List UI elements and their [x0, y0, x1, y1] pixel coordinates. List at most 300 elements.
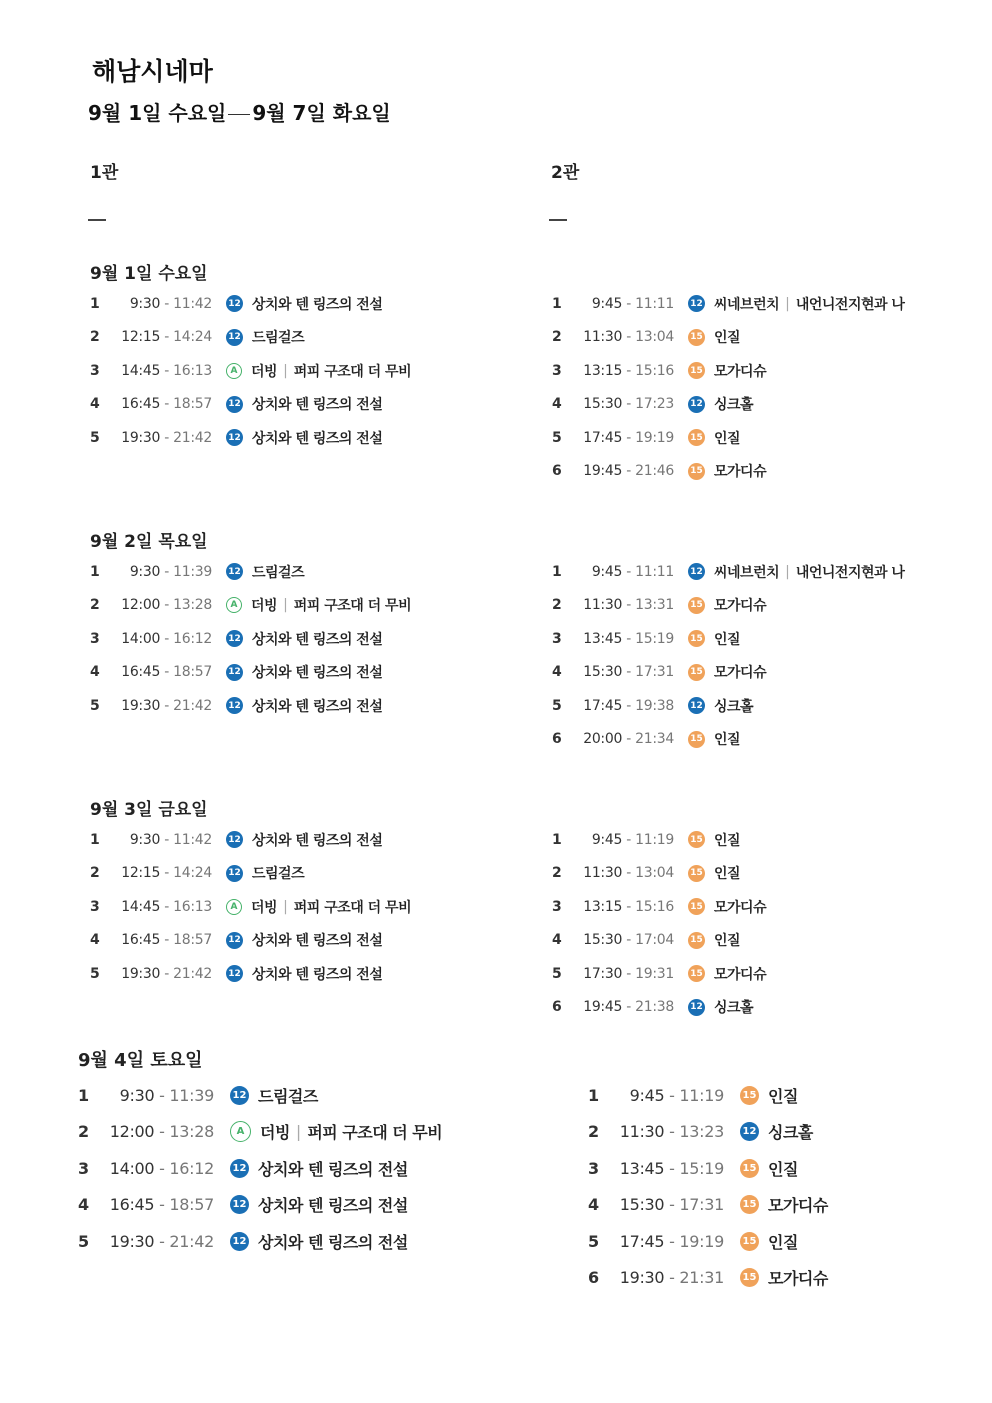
- title-separator: |: [283, 597, 288, 614]
- showtime-number: 1: [90, 563, 100, 580]
- showtime-number: 1: [588, 1085, 600, 1105]
- showtime-time: 17:45 - 19:19: [583, 429, 674, 446]
- movie-subtitle: 퍼피 구조대 더 무비: [293, 363, 412, 380]
- start-time: 9:30: [129, 831, 161, 848]
- showtime-number: 1: [552, 563, 562, 580]
- showtime-time: 16:45 - 18:57: [121, 396, 212, 413]
- showtime-time: 12:00 - 13:28: [109, 1122, 214, 1142]
- movie-title: 인질: [768, 1159, 798, 1179]
- rating-12-icon: 12: [226, 965, 243, 982]
- showtime-number: 3: [552, 362, 562, 379]
- range-dash: [228, 114, 250, 115]
- end-time: 21:31: [679, 1268, 724, 1288]
- end-time: 15:19: [635, 630, 674, 647]
- end-time: 21:42: [173, 965, 212, 982]
- rating-12-icon: 12: [226, 295, 243, 312]
- end-time: 13:04: [635, 865, 674, 882]
- end-time: 11:39: [169, 1085, 214, 1105]
- end-time: 15:16: [635, 898, 674, 915]
- rating-15-icon: 15: [688, 898, 705, 915]
- movie-title: 인질: [768, 1232, 798, 1252]
- showtime-time: 17:30 - 19:31: [583, 965, 674, 982]
- showtime-row: [588, 1077, 828, 1114]
- movie-title: 싱크홀: [714, 1000, 754, 1017]
- movie-title: 모가디슈: [714, 665, 767, 682]
- end-time: 21:46: [635, 463, 674, 480]
- movie-title: 상치와 텐 링즈의 전설: [258, 1159, 408, 1179]
- showtime-number: 5: [552, 697, 562, 714]
- page-title: 해남시네마: [92, 57, 213, 86]
- showtime-time: 17:45 - 19:19: [619, 1231, 724, 1251]
- showtime-row: [552, 421, 904, 455]
- hall-2-heading: 2관: [551, 163, 580, 183]
- end-time: 18:57: [173, 932, 212, 949]
- showtime-time: 19:30 - 21:31: [619, 1268, 724, 1288]
- showtime-row: [90, 924, 411, 958]
- movie-title: 인질: [714, 430, 741, 447]
- showtime-number: 4: [552, 932, 562, 949]
- rating-15-icon: 15: [688, 630, 705, 647]
- end-time: 16:13: [173, 362, 212, 379]
- showtime-row: [90, 689, 411, 723]
- movie-title: 드림걸즈: [252, 564, 305, 581]
- showtime-number: 4: [588, 1195, 600, 1215]
- day-heading: 9월 3일 금요일: [90, 800, 208, 820]
- rating-12-icon: 12: [226, 932, 243, 949]
- rating-15-icon: 15: [740, 1195, 759, 1214]
- showtime-row: [78, 1223, 442, 1260]
- hall-2-divider: [549, 219, 567, 221]
- date-range: [88, 97, 391, 126]
- start-time: 9:30: [129, 563, 161, 580]
- showtime-number: 2: [552, 597, 562, 614]
- showtime-row: [552, 321, 904, 355]
- end-time: 21:42: [173, 429, 212, 446]
- showtime-number: 3: [90, 362, 100, 379]
- end-time: 14:24: [173, 329, 212, 346]
- rating-15-icon: 15: [688, 362, 705, 379]
- start-time: 19:30: [121, 965, 161, 982]
- start-time: 14:00: [109, 1158, 155, 1178]
- hall-2-schedule: [552, 555, 904, 756]
- movie-title: 더빙: [251, 899, 278, 916]
- hall-1-heading: 1관: [90, 163, 119, 183]
- movie-title: 모가디슈: [768, 1269, 828, 1289]
- movie-title: 모가디슈: [714, 464, 767, 481]
- movie-title: 더빙: [260, 1123, 290, 1143]
- showtime-row: [552, 656, 904, 690]
- showtime-time: 9:45 - 11:19: [591, 831, 674, 848]
- rating-12-icon: 12: [688, 563, 705, 580]
- showtime-row: [552, 723, 904, 757]
- start-time: 15:30: [619, 1195, 665, 1215]
- showtime-time: 12:00 - 13:28: [121, 597, 212, 614]
- start-time: 17:45: [583, 697, 623, 714]
- rating-12-icon: 12: [226, 664, 243, 681]
- end-time: 18:57: [173, 664, 212, 681]
- end-time: 21:42: [173, 697, 212, 714]
- start-time: 12:00: [121, 597, 161, 614]
- start-time: 9:45: [629, 1085, 665, 1105]
- showtime-number: 2: [588, 1122, 600, 1142]
- movie-subtitle: 내언니전지현과 나: [795, 564, 905, 581]
- end-time: 13:23: [679, 1122, 724, 1142]
- showtime-time: 14:45 - 16:13: [121, 898, 212, 915]
- hall-1-schedule: [78, 1077, 442, 1260]
- start-time: 17:30: [583, 965, 623, 982]
- end-time: 18:57: [173, 396, 212, 413]
- movie-title: 상치와 텐 링즈의 전설: [252, 397, 383, 414]
- showtime-row: [552, 388, 904, 422]
- showtime-time: 14:00 - 16:12: [121, 630, 212, 647]
- rating-A-icon: A: [226, 597, 242, 613]
- start-time: 11:30: [583, 597, 623, 614]
- showtime-row: [552, 991, 766, 1025]
- start-time: 14:00: [121, 630, 161, 647]
- showtime-number: 2: [78, 1122, 90, 1142]
- showtime-row: [90, 354, 411, 388]
- start-time: 13:45: [583, 630, 623, 647]
- showtime-time: 9:45 - 11:19: [629, 1085, 724, 1105]
- showtime-row: [552, 890, 766, 924]
- rating-12-icon: 12: [226, 697, 243, 714]
- movie-title: 상치와 텐 링즈의 전설: [252, 933, 383, 950]
- showtime-row: [90, 857, 411, 891]
- end-time: 19:19: [635, 429, 674, 446]
- showtime-number: 5: [90, 965, 100, 982]
- showtime-row: [588, 1187, 828, 1224]
- title-separator: |: [785, 563, 790, 580]
- showtime-row: [588, 1260, 828, 1297]
- showtime-row: [552, 957, 766, 991]
- showtime-time: 9:45 - 11:11: [591, 295, 674, 312]
- showtime-time: 9:30 - 11:39: [119, 1085, 214, 1105]
- showtime-time: 19:30 - 21:42: [121, 697, 212, 714]
- showtime-time: 11:30 - 13:04: [583, 865, 674, 882]
- showtime-time: 9:30 - 11:42: [129, 831, 212, 848]
- end-time: 17:31: [679, 1195, 724, 1215]
- rating-12-icon: 12: [688, 295, 705, 312]
- day-heading: 9월 1일 수요일: [90, 264, 208, 284]
- showtime-time: 17:45 - 19:38: [583, 697, 674, 714]
- showtime-time: 13:45 - 15:19: [583, 630, 674, 647]
- showtime-number: 1: [552, 295, 562, 312]
- end-time: 16:12: [169, 1158, 214, 1178]
- movie-title: 드림걸즈: [258, 1086, 318, 1106]
- start-time: 13:15: [583, 362, 623, 379]
- movie-title: 상치와 텐 링즈의 전설: [252, 832, 383, 849]
- showtime-number: 3: [552, 898, 562, 915]
- start-time: 9:45: [591, 295, 623, 312]
- rating-12-icon: 12: [226, 865, 243, 882]
- movie-title: 모가디슈: [714, 363, 767, 380]
- rating-15-icon: 15: [688, 597, 705, 614]
- showtime-number: 5: [588, 1231, 600, 1251]
- rating-A-icon: A: [226, 899, 242, 915]
- start-time: 19:30: [121, 429, 161, 446]
- hall-1-schedule: [90, 287, 411, 455]
- movie-title: 모가디슈: [714, 966, 767, 983]
- rating-12-icon: 12: [226, 429, 243, 446]
- showtime-time: 19:45 - 21:38: [583, 999, 674, 1016]
- start-time: 20:00: [583, 731, 623, 748]
- showtime-time: 11:30 - 13:31: [583, 597, 674, 614]
- end-time: 15:16: [635, 362, 674, 379]
- showtime-time: 9:45 - 11:11: [591, 563, 674, 580]
- rating-15-icon: 15: [740, 1232, 759, 1251]
- movie-title: 싱크홀: [768, 1123, 813, 1143]
- start-time: 14:45: [121, 362, 161, 379]
- showtime-row: [78, 1077, 442, 1114]
- rating-12-icon: 12: [230, 1086, 249, 1105]
- showtime-row: [552, 555, 904, 589]
- start-time: 16:45: [121, 664, 161, 681]
- end-time: 21:42: [169, 1231, 214, 1251]
- start-time: 17:45: [619, 1231, 665, 1251]
- showtime-time: 13:15 - 15:16: [583, 898, 674, 915]
- movie-title: 싱크홀: [714, 698, 754, 715]
- rating-A-icon: A: [230, 1121, 251, 1142]
- rating-12-icon: 12: [688, 396, 705, 413]
- hall-2-schedule: [588, 1077, 828, 1296]
- movie-title: 싱크홀: [714, 397, 754, 414]
- end-time: 11:42: [173, 831, 212, 848]
- end-time: 21:34: [635, 731, 674, 748]
- showtime-number: 4: [90, 932, 100, 949]
- rating-15-icon: 15: [688, 429, 705, 446]
- start-time: 11:30: [619, 1122, 665, 1142]
- movie-title: 씨네브런치: [714, 564, 780, 581]
- showtime-time: 14:45 - 16:13: [121, 362, 212, 379]
- showtime-number: 3: [90, 630, 100, 647]
- end-time: 17:04: [635, 932, 674, 949]
- start-time: 19:30: [121, 697, 161, 714]
- start-time: 16:45: [109, 1195, 155, 1215]
- showtime-row: [90, 957, 411, 991]
- rating-12-icon: 12: [226, 630, 243, 647]
- movie-title: 드림걸즈: [252, 866, 305, 883]
- showtime-time: 12:15 - 14:24: [121, 865, 212, 882]
- movie-subtitle: 퍼피 구조대 더 무비: [307, 1123, 443, 1143]
- movie-title: 인질: [714, 732, 741, 749]
- showtime-number: 1: [78, 1085, 90, 1105]
- showtime-time: 14:00 - 16:12: [109, 1158, 214, 1178]
- movie-title: 인질: [714, 330, 741, 347]
- movie-title: 상치와 텐 링즈의 전설: [252, 698, 383, 715]
- end-time: 11:19: [679, 1085, 724, 1105]
- start-time: 12:00: [109, 1122, 155, 1142]
- movie-subtitle: 퍼피 구조대 더 무비: [293, 598, 412, 615]
- movie-title: 인질: [714, 631, 741, 648]
- movie-subtitle: 퍼피 구조대 더 무비: [293, 899, 412, 916]
- rating-15-icon: 15: [740, 1159, 759, 1178]
- movie-title: 인질: [714, 866, 741, 883]
- showtime-number: 2: [90, 329, 100, 346]
- start-time: 12:15: [121, 865, 161, 882]
- start-time: 9:30: [119, 1085, 155, 1105]
- showtime-row: [90, 555, 411, 589]
- start-time: 19:45: [583, 463, 623, 480]
- showtime-time: 19:30 - 21:42: [121, 965, 212, 982]
- start-time: 15:30: [583, 664, 623, 681]
- end-time: 16:12: [173, 630, 212, 647]
- start-time: 17:45: [583, 429, 623, 446]
- showtime-time: 19:30 - 21:42: [109, 1231, 214, 1251]
- showtime-time: 11:30 - 13:23: [619, 1122, 724, 1142]
- showtime-row: [552, 924, 766, 958]
- showtime-row: [552, 857, 766, 891]
- rating-15-icon: 15: [688, 463, 705, 480]
- start-time: 11:30: [583, 329, 623, 346]
- showtime-row: [552, 689, 904, 723]
- rating-15-icon: 15: [688, 831, 705, 848]
- showtime-row: [552, 622, 904, 656]
- showtime-row: [78, 1187, 442, 1224]
- start-time: 19:30: [619, 1268, 665, 1288]
- showtime-number: 5: [90, 429, 100, 446]
- movie-title: 상치와 텐 링즈의 전설: [258, 1196, 408, 1216]
- start-time: 9:30: [129, 295, 161, 312]
- title-separator: |: [283, 898, 288, 915]
- showtime-number: 4: [552, 664, 562, 681]
- start-time: 9:45: [591, 831, 623, 848]
- showtime-number: 6: [552, 731, 562, 748]
- rating-15-icon: 15: [740, 1086, 759, 1105]
- movie-subtitle: 내언니전지현과 나: [795, 296, 905, 313]
- rating-15-icon: 15: [688, 932, 705, 949]
- showtime-number: 1: [90, 295, 100, 312]
- showtime-number: 4: [90, 664, 100, 681]
- showtime-number: 4: [90, 396, 100, 413]
- showtime-row: [552, 455, 904, 489]
- showtime-time: 11:30 - 13:04: [583, 329, 674, 346]
- end-time: 19:31: [635, 965, 674, 982]
- title-separator: |: [295, 1122, 302, 1142]
- showtime-time: 9:30 - 11:39: [129, 563, 212, 580]
- showtime-row: [90, 589, 411, 623]
- showtime-row: [552, 287, 904, 321]
- movie-title: 모가디슈: [714, 598, 767, 615]
- showtime-time: 19:30 - 21:42: [121, 429, 212, 446]
- end-time: 11:39: [173, 563, 212, 580]
- showtime-number: 3: [588, 1158, 600, 1178]
- rating-15-icon: 15: [740, 1268, 759, 1287]
- rating-12-icon: 12: [230, 1232, 249, 1251]
- movie-title: 모가디슈: [768, 1196, 828, 1216]
- start-time: 16:45: [121, 396, 161, 413]
- end-time: 13:28: [169, 1122, 214, 1142]
- showtime-time: 16:45 - 18:57: [121, 664, 212, 681]
- showtime-row: [90, 656, 411, 690]
- movie-title: 더빙: [251, 363, 278, 380]
- movie-title: 모가디슈: [714, 899, 767, 916]
- start-time: 13:15: [583, 898, 623, 915]
- movie-title: 상치와 텐 링즈의 전설: [252, 430, 383, 447]
- end-time: 13:28: [173, 597, 212, 614]
- end-time: 21:38: [635, 999, 674, 1016]
- start-time: 19:45: [583, 999, 623, 1016]
- rating-15-icon: 15: [688, 965, 705, 982]
- movie-title: 상치와 텐 링즈의 전설: [252, 296, 383, 313]
- end-time: 18:57: [169, 1195, 214, 1215]
- showtime-time: 20:00 - 21:34: [583, 731, 674, 748]
- end-time: 11:11: [635, 295, 674, 312]
- day-heading: 9월 2일 목요일: [90, 532, 208, 552]
- showtime-row: [552, 823, 766, 857]
- showtime-row: [90, 321, 411, 355]
- start-time: 13:45: [619, 1158, 665, 1178]
- showtime-number: 5: [552, 965, 562, 982]
- showtime-row: [90, 890, 411, 924]
- showtime-time: 13:15 - 15:16: [583, 362, 674, 379]
- showtime-number: 5: [78, 1231, 90, 1251]
- showtime-time: 15:30 - 17:31: [583, 664, 674, 681]
- hall-1-divider: [88, 219, 106, 221]
- movie-title: 상치와 텐 링즈의 전설: [252, 665, 383, 682]
- end-time: 15:19: [679, 1158, 724, 1178]
- range-start: 9월 1일 수요일: [88, 101, 227, 125]
- showtime-row: [90, 421, 411, 455]
- showtime-row: [90, 388, 411, 422]
- movie-title: 드림걸즈: [252, 330, 305, 347]
- showtime-number: 3: [90, 898, 100, 915]
- showtime-row: [90, 622, 411, 656]
- end-time: 19:19: [679, 1231, 724, 1251]
- end-time: 14:24: [173, 865, 212, 882]
- showtime-row: [588, 1150, 828, 1187]
- hall-1-schedule: [90, 555, 411, 723]
- showtime-time: 15:30 - 17:04: [583, 932, 674, 949]
- showtime-time: 12:15 - 14:24: [121, 329, 212, 346]
- rating-12-icon: 12: [226, 396, 243, 413]
- title-separator: |: [785, 295, 790, 312]
- rating-15-icon: 15: [688, 664, 705, 681]
- showtime-number: 1: [552, 831, 562, 848]
- start-time: 16:45: [121, 932, 161, 949]
- rating-15-icon: 15: [688, 865, 705, 882]
- start-time: 9:45: [591, 563, 623, 580]
- showtime-row: [588, 1223, 828, 1260]
- rating-12-icon: 12: [688, 999, 705, 1016]
- movie-title: 인질: [768, 1086, 798, 1106]
- movie-title: 인질: [714, 933, 741, 950]
- showtime-number: 6: [552, 463, 562, 480]
- showtime-row: [588, 1114, 828, 1151]
- end-time: 11:42: [173, 295, 212, 312]
- showtime-number: 6: [552, 999, 562, 1016]
- rating-12-icon: 12: [688, 697, 705, 714]
- showtime-number: 2: [552, 329, 562, 346]
- showtime-row: [78, 1150, 442, 1187]
- showtime-row: [90, 823, 411, 857]
- movie-title: 더빙: [251, 598, 278, 615]
- start-time: 12:15: [121, 329, 161, 346]
- end-time: 19:38: [635, 697, 674, 714]
- showtime-time: 9:30 - 11:42: [129, 295, 212, 312]
- showtime-time: 19:45 - 21:46: [583, 463, 674, 480]
- range-end: 9월 7일 화요일: [252, 101, 391, 125]
- showtime-number: 3: [552, 630, 562, 647]
- showtime-time: 15:30 - 17:31: [619, 1195, 724, 1215]
- movie-title: 씨네브런치: [714, 296, 780, 313]
- showtime-time: 13:45 - 15:19: [619, 1158, 724, 1178]
- end-time: 13:04: [635, 329, 674, 346]
- showtime-number: 1: [90, 831, 100, 848]
- rating-12-icon: 12: [226, 831, 243, 848]
- showtime-time: 16:45 - 18:57: [109, 1195, 214, 1215]
- start-time: 11:30: [583, 865, 623, 882]
- showtime-number: 5: [552, 429, 562, 446]
